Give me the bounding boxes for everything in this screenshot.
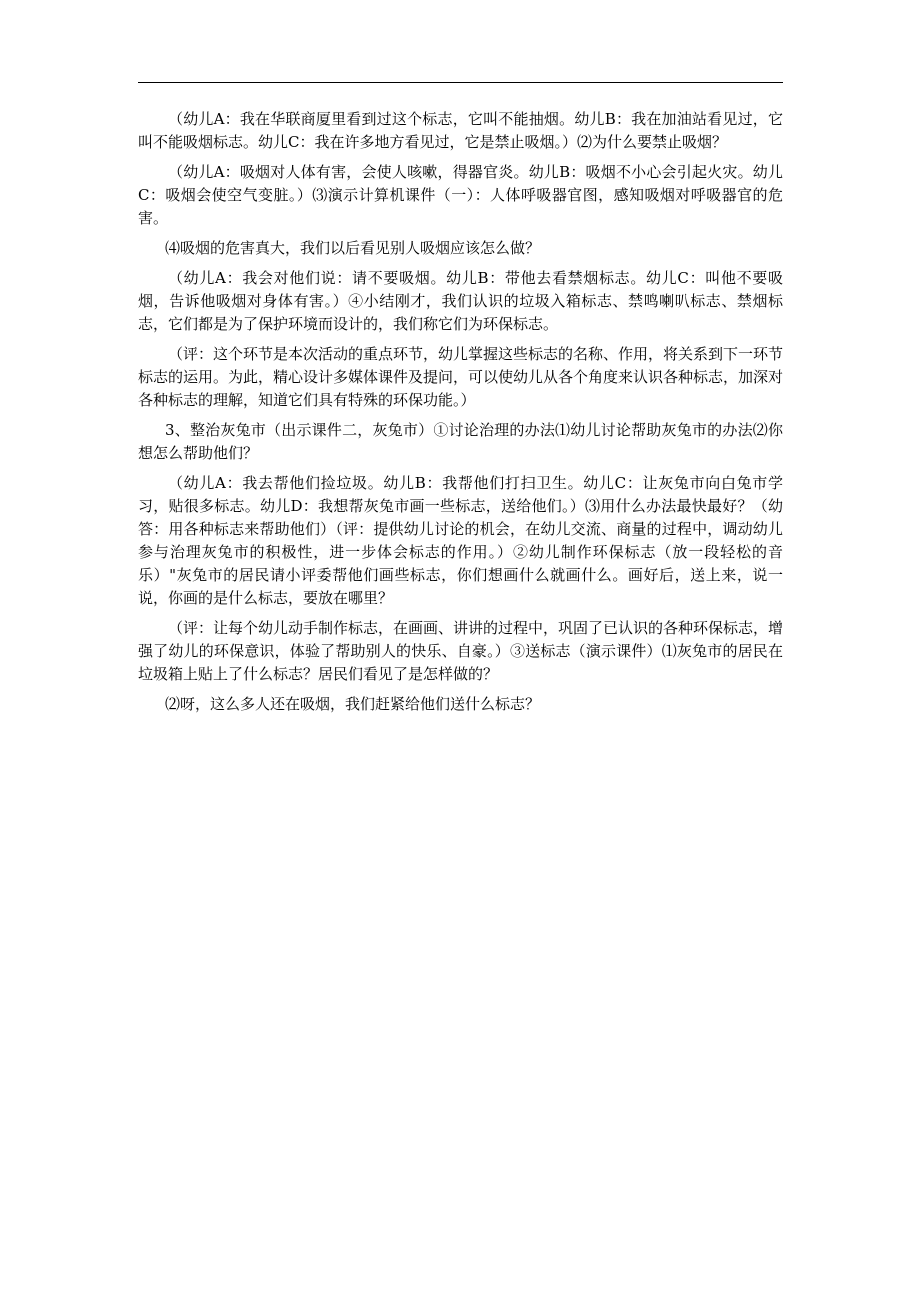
paragraph-4: （幼儿A：我会对他们说：请不要吸烟。幼儿B：带他去看禁烟标志。幼儿C：叫他不要吸烟，告诉他吸烟对身体有害。）④小结刚才，我们认识的垃圾入箱标志、禁鸣喇叭标志、禁烟标志，它们都是为了保护环境而设计的，我们称它们为环保标志。 [138, 269, 783, 333]
paragraph-7: （幼儿A：我去帮他们捡垃圾。幼儿B：我帮他们打扫卫生。幼儿C：让灰兔市向白兔市学习，贴很多标志。幼儿D：我想帮灰兔市画一些标志，送给他们。）⑶用什么办法最快最好？（幼答：用各种标志来帮助他们）（评：提供幼儿讨论的机会，在幼儿交流、商量的过程中，调动幼儿参与治理灰兔市的积极性，进一步体会标志的作用。）②幼儿制作环保标志（放一段轻松的音乐）"灰兔市的居民请小评委帮他们画些标志，你们想画什么就画什么。画好后，送上来，说一说，你画的是什么标志，要放在哪里？ [138, 474, 783, 607]
paragraph-2: （幼儿A：吸烟对人体有害，会使人咳嗽，得器官炎。幼儿B：吸烟不小心会引起火灾。幼儿C：吸烟会使空气变脏。）⑶演示计算机课件（一）：人体呼吸器官图，感知吸烟对呼吸器官的危害。 [138, 163, 783, 227]
paragraph-6: 3、整治灰兔市（出示课件二，灰兔市）①讨论治理的办法⑴幼儿讨论帮助灰兔市的办法⑵你想怎么帮助他们？ [138, 421, 783, 462]
paragraph-3: ⑷吸烟的危害真大，我们以后看见别人吸烟应该怎么做？ [165, 239, 541, 257]
paragraph-9: ⑵呀，这么多人还在吸烟，我们赶紧给他们送什么标志？ [165, 695, 541, 713]
paragraph-1: （幼儿A：我在华联商厦里看到过这个标志，它叫不能抽烟。幼儿B：我在加油站看见过，它叫不能吸烟标志。幼儿C：我在许多地方看见过，它是禁止吸烟。）⑵为什么要禁止吸烟？ [138, 110, 783, 151]
paragraph-5: （评：这个环节是本次活动的重点环节，幼儿掌握这些标志的名称、作用，将关系到下一环节标志的运用。为此，精心设计多媒体课件及提问，可以使幼儿从各个角度来认识各种标志，加深对各种标志的理解，知道它们具有特殊的环保功能。） [138, 345, 784, 409]
header-rule [138, 82, 783, 83]
paragraph-8: （评：让每个幼儿动手制作标志，在画画、讲讲的过程中，巩固了已认识的各种环保标志，增强了幼儿的环保意识，体验了帮助别人的快乐、自豪。）③送标志（演示课件）⑴灰兔市的居民在垃圾箱上贴上了什么标志？居民们看见了是怎样做的？ [138, 619, 784, 683]
document-body [138, 108, 783, 723]
